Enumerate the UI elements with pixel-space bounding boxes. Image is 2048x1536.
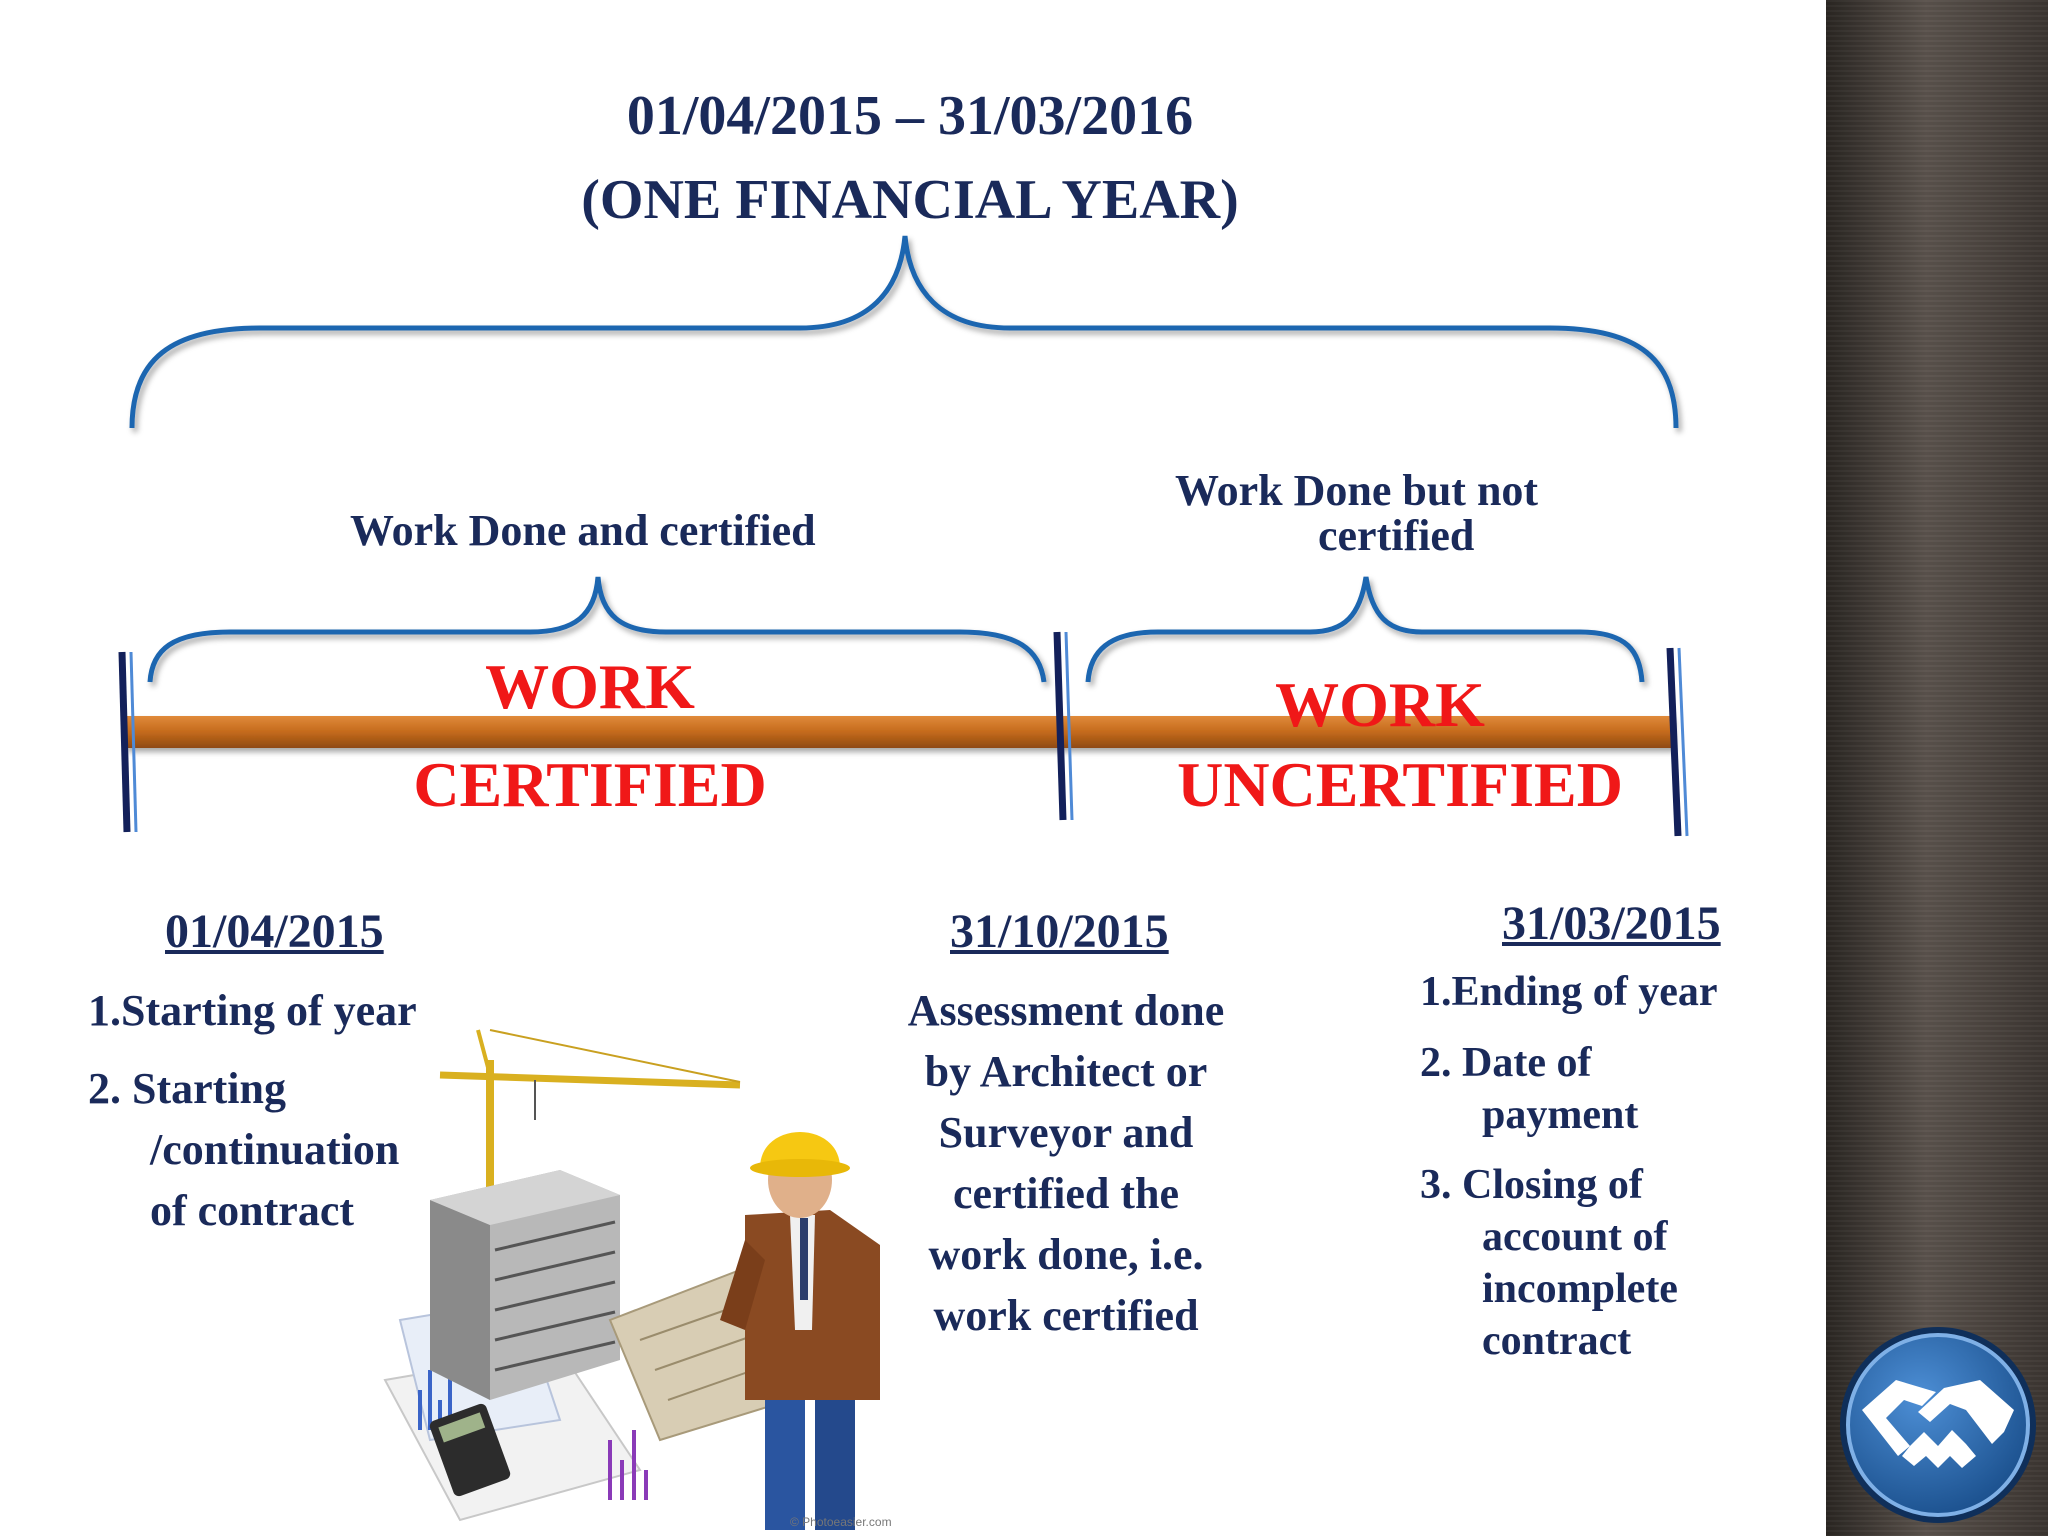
end-item-7: contract — [1482, 1318, 1632, 1364]
slide-sidebar — [1826, 0, 2048, 1536]
start-item-2: 2. Starting — [88, 1064, 286, 1113]
end-item-2: 2. Date of — [1420, 1040, 1592, 1086]
work-certified-line1: WORK — [485, 651, 695, 722]
middle-date: 31/10/2015 — [950, 905, 1169, 958]
financial-year-subtitle: (ONE FINANCIAL YEAR) — [581, 169, 1239, 231]
start-item-1: 1.Starting of year — [88, 986, 417, 1035]
end-item-6: incomplete — [1482, 1266, 1678, 1312]
date-range-title: 01/04/2015 – 31/03/2016 — [626, 85, 1194, 147]
end-item-3: payment — [1482, 1092, 1639, 1138]
end-date: 31/03/2015 — [1502, 897, 1721, 950]
tick-end — [1670, 648, 1687, 836]
start-item-4: of contract — [150, 1186, 355, 1235]
middle-line-6: work certified — [933, 1291, 1199, 1340]
photo-credit: © Photoeasier.com — [790, 1515, 892, 1529]
uncertified-caption-line1: Work Done but not — [1175, 466, 1539, 515]
start-item-3: /continuation — [150, 1125, 400, 1174]
start-date: 01/04/2015 — [165, 905, 384, 958]
middle-line-3: Surveyor and — [938, 1108, 1194, 1157]
uncertified-brace — [1088, 577, 1642, 682]
uncertified-caption-line2: certified — [1318, 511, 1475, 560]
middle-line-5: work done, i.e. — [928, 1230, 1204, 1279]
middle-line-4: certified the — [953, 1169, 1179, 1218]
construction-worker-illustration — [385, 1030, 892, 1530]
end-item-1: 1.Ending of year — [1420, 969, 1718, 1015]
work-uncertified-line2: UNCERTIFIED — [1177, 749, 1623, 820]
end-item-4: 3. Closing of — [1420, 1162, 1643, 1208]
certified-caption: Work Done and certified — [350, 506, 816, 555]
year-brace — [132, 236, 1676, 428]
work-uncertified-line1: WORK — [1275, 669, 1485, 740]
end-item-5: account of — [1482, 1214, 1668, 1260]
handshake-badge — [1826, 0, 2048, 1536]
work-certified-line2: CERTIFIED — [413, 749, 767, 820]
middle-line-2: by Architect or — [924, 1047, 1208, 1096]
middle-line-1: Assessment done — [907, 986, 1225, 1035]
